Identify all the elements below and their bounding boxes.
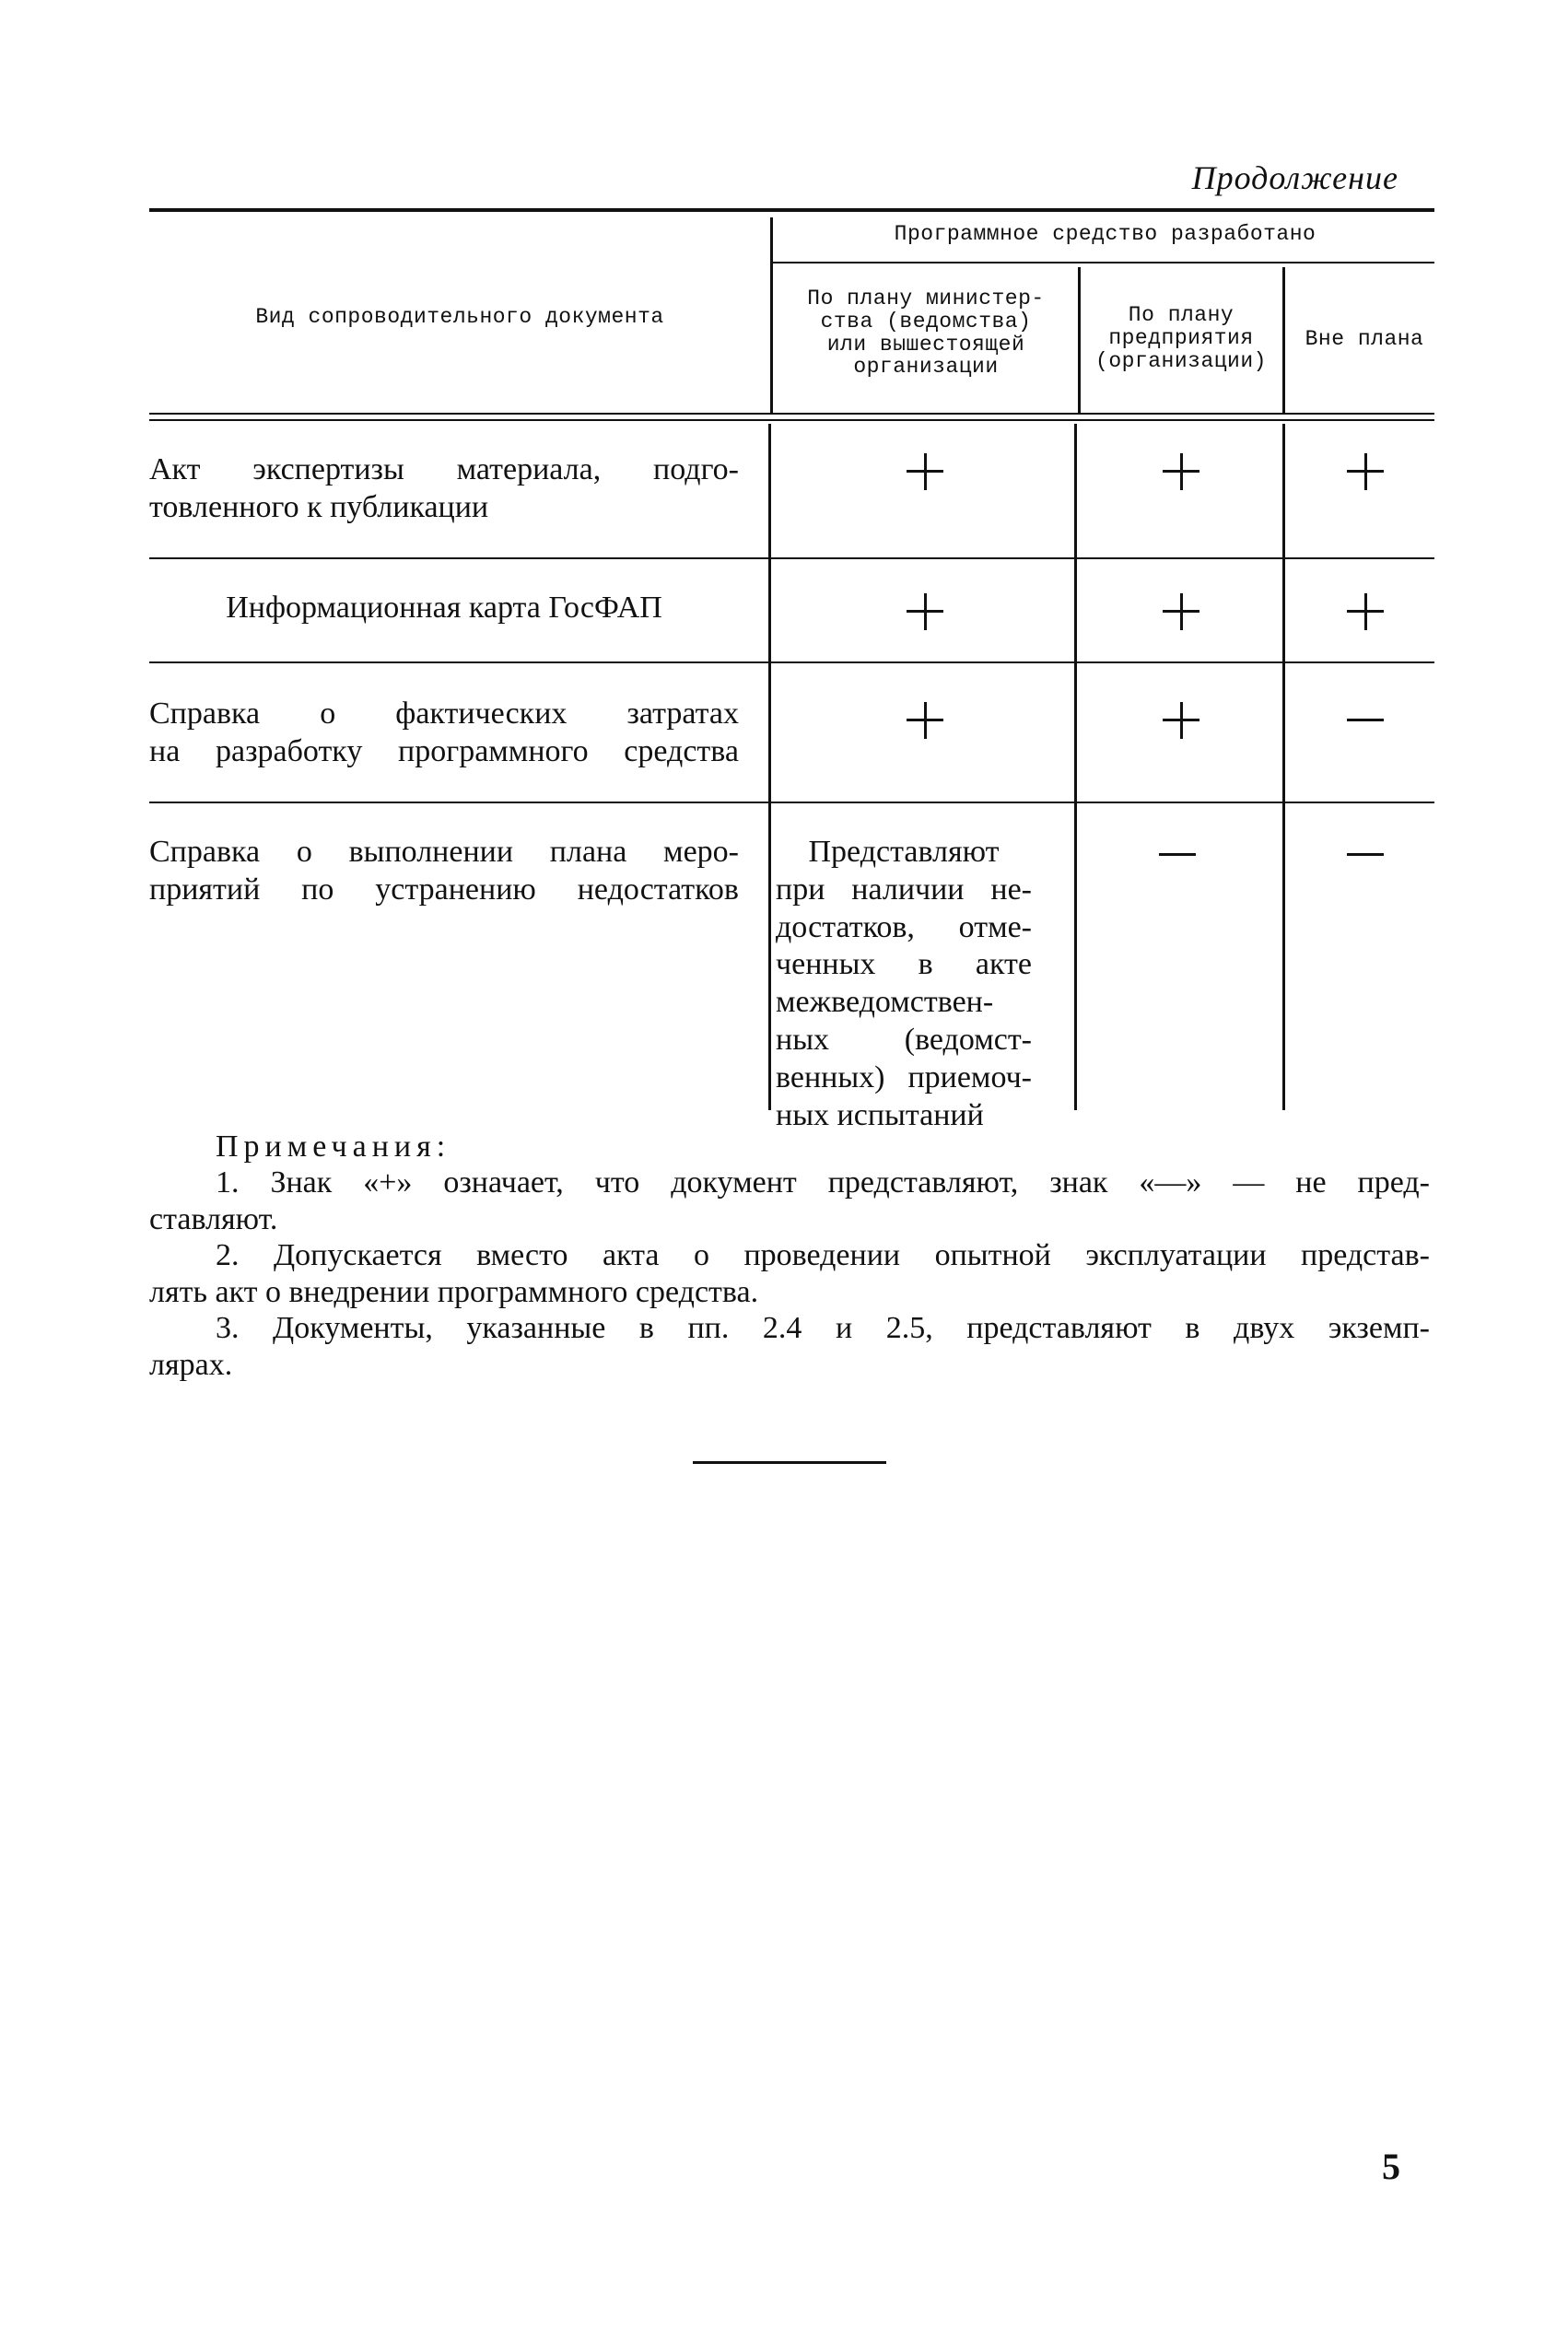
- row-3-enterprise-plus-mark: [1163, 702, 1199, 739]
- row-2-enterprise-plus-mark: [1163, 593, 1199, 630]
- header-doc-type: Вид сопроводительного документа: [255, 305, 664, 329]
- row-4-ministry-note: Представляют при наличии не- достатков, отме- ченных в акте межведомствен- ных (ведомст- венных) приемоч- ных испытаний: [776, 835, 1032, 1132]
- notes-section: [149, 1129, 1430, 1383]
- row-2-outside-plus-mark: [1347, 593, 1384, 630]
- row-separator-2: [149, 661, 1434, 663]
- row-1-outside-plus-mark: [1347, 453, 1384, 490]
- note-3-line-1: 3. Документы, указанные в пп. 2.4 и 2.5, представляют в двух экземп-: [216, 1311, 1430, 1346]
- body-divider-2: [1074, 424, 1077, 1110]
- note-1-line-2: ставляют.: [149, 1201, 278, 1236]
- note-2-line-1: 2. Допускается вместо акта о проведении опытной эксплуатации представ-: [216, 1238, 1430, 1273]
- continuation-label: Продолжение: [1191, 159, 1398, 196]
- row-4-outside-minus-mark: [1347, 837, 1384, 873]
- row-1-enterprise-plus-mark: [1163, 453, 1199, 490]
- row-3-outside-minus-mark: [1347, 702, 1384, 739]
- header-ministry: По плану министер- ства (ведомства) или вышестоящей организации: [807, 287, 1045, 380]
- row-2-ministry-plus-mark: [907, 593, 943, 630]
- header-bottom-rule-2: [149, 419, 1434, 421]
- page-number: 5: [1382, 2146, 1400, 2187]
- note-3-line-2: лярах.: [149, 1347, 233, 1382]
- row-1-ministry-plus-mark: [907, 453, 943, 490]
- header-divider-3: [1282, 267, 1285, 413]
- table-top-rule: [149, 208, 1434, 212]
- note-2-line-2: лять акт о внедрении программного средства.: [149, 1274, 759, 1309]
- end-rule: [693, 1461, 886, 1464]
- header-enterprise: По плану предприятия (организации): [1095, 303, 1267, 373]
- header-divider-main: [770, 217, 773, 413]
- row-3-ministry-plus-mark: [907, 702, 943, 739]
- body-divider-1: [768, 424, 771, 1110]
- row-4-label: Справка о выполнении плана меро- приятий по устранению недостатков: [149, 835, 739, 907]
- row-separator-3: [149, 802, 1434, 803]
- row-1-label: Акт экспертизы материала, подго- товленного к публикации: [149, 452, 739, 524]
- body-divider-3: [1282, 424, 1285, 1110]
- header-bottom-rule-1: [149, 413, 1434, 415]
- row-separator-1: [149, 557, 1434, 559]
- group-header-rule: [770, 262, 1434, 263]
- row-3-label: Справка о фактических затратах на разработку программного средства: [149, 696, 739, 768]
- header-outside: Вне плана: [1305, 327, 1424, 351]
- row-2-label: Информационная карта ГосФАП: [226, 591, 662, 625]
- header-group: Программное средство разработано: [894, 222, 1316, 246]
- note-1-line-1: 1. Знак «+» означает, что документ представляют, знак «—» — не пред-: [216, 1165, 1430, 1200]
- row-4-enterprise-minus-mark: [1159, 837, 1196, 873]
- notes-title: Примечания:: [216, 1129, 451, 1164]
